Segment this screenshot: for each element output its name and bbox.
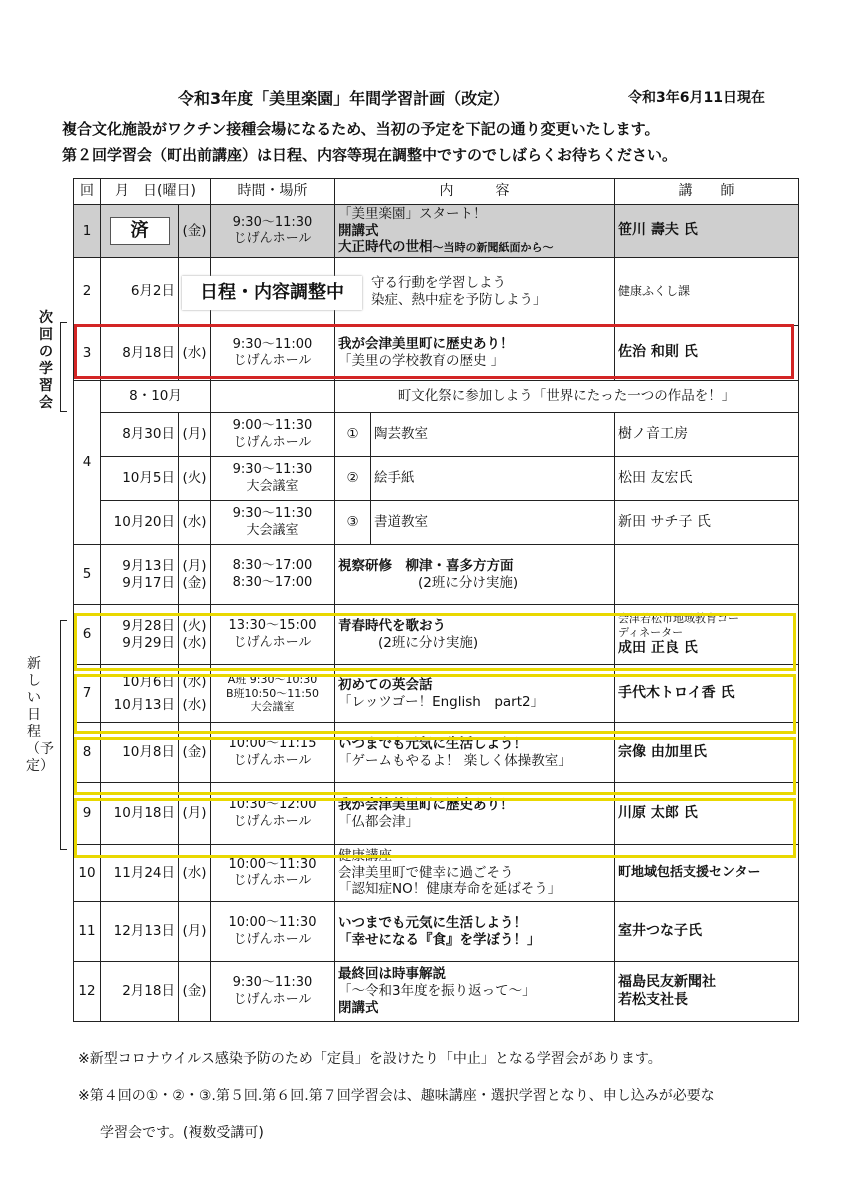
row-time-place: 9:30～11:30 じげんホール [211,962,335,1022]
table-row [74,501,799,545]
row-number: 8 [74,723,101,783]
row-mark: ③ [335,501,371,545]
document-title: 令和3年度「美里楽園」年間学習計画（改定） [178,89,510,108]
row-teacher: 健康ふくし課 [615,258,799,326]
row-content: 我が会津美里町に歴史あり！ 「仏都会津」 [335,783,615,845]
row-day: (水) [179,845,211,902]
row-teacher: 宗像 由加里氏 [615,723,799,783]
table-row [74,457,799,501]
row-time-place: 10:30～12:00 じげんホール [211,783,335,845]
new-schedule-highlight-7 [74,674,796,734]
intro-line-1: 複合文化施設がワクチン接種会場になるため、当初の予定を下記の通り変更いたします。 [62,120,660,138]
table-row [74,205,799,258]
row-teacher: 町地域包括支援センター [615,845,799,902]
row-content: 我が会津美里町に歴史あり！ 「美里の学校教育の歴史 」 [335,326,615,381]
row-date: 12月13日 [101,902,179,962]
row-day: (火) (水) [179,605,211,665]
row-date: 6月2日 [101,258,179,326]
row-content: 書道教室 [371,501,615,545]
row-day: (月) [179,413,211,457]
row-day: (月) (金) [179,545,211,605]
row-date: 10月18日 [101,783,179,845]
row-time-place: 9:30～11:30 大会議室 [211,501,335,545]
header-content: 内 容 [335,179,615,205]
row-date: 11月24日 [101,845,179,902]
row-teacher: 室井つな子氏 [615,902,799,962]
row-teacher: 松田 友宏氏 [615,457,799,501]
row-period: 8・10月 [101,381,211,413]
row-number: 5 [74,545,101,605]
next-session-highlight [74,324,794,379]
row-content: 視察研修 柳津・喜多方方面 (2班に分け実施) [335,545,615,605]
row-day: (月) [179,783,211,845]
row-content: 最終回は時事解説 「～令和3年度を振り返って～」 閉講式 [335,962,615,1022]
row-time-place: 10:00～11:30 じげんホール [211,845,335,902]
row-content: 青春時代を歌おう (2班に分け実施) [335,605,615,665]
row-teacher: 新田 サチ子 氏 [615,501,799,545]
row-time-place: 9:30～11:30 じげんホール [211,205,335,258]
row-day: (水) (水) [179,665,211,723]
festival-title: 町文化祭に参加しよう「世界にたった一つの作品を！」 [335,381,799,413]
row-teacher: 福島民友新聞社 若松支社長 [615,962,799,1022]
row-number: 4 [74,381,101,545]
row-number: 6 [74,605,101,665]
row-teacher: 佐治 和則 氏 [615,326,799,381]
row-number: 9 [74,783,101,845]
row-day: (月) [179,902,211,962]
row-number: 7 [74,665,101,723]
table-row [74,381,799,413]
row-content: 健康講座 会津美里町で健幸に過ごそう 「認知症NO！健康寿命を延ばそう」 [335,845,615,902]
row-date: 8月18日 [101,326,179,381]
row-teacher: 笹川 壽夫 氏 [615,205,799,258]
header-date: 月 日(曜日) [101,179,211,205]
next-session-label: 次回の学習会 [39,310,53,411]
row-time-place: 9:00～11:30 じげんホール [211,413,335,457]
table-header-row [74,179,799,205]
note-2: ※第４回の①・②・③.第５回.第６回.第７回学習会は、趣味講座・選択学習となり、申し込みが必要な [78,1088,715,1104]
new-bracket [60,620,67,850]
row-number: 3 [74,326,101,381]
intro-line-2: 第２回学習会（町出前講座）は日程、内容等現在調整中ですのでしばらくお待ちください。 [62,146,678,164]
row-content: 陶芸教室 [371,413,615,457]
row-day: (金) [179,205,211,258]
row-teacher: 手代木トロイ香 氏 [615,665,799,723]
row-content: いつまでも元気に生活しよう！ 「ゲームもやるよ！ 楽しく体操教室」 [335,723,615,783]
header-no: 回 [74,179,101,205]
row-time-place: 10:00～11:15 じげんホール [211,723,335,783]
row-number: 1 [74,205,101,258]
row-time-place: 9:30～11:30 大会議室 [211,457,335,501]
row-date: 10月5日 [101,457,179,501]
done-stamp: 済 [110,217,170,245]
row-day: (火) [179,457,211,501]
row-time: 8:30～17:00 8:30～17:00 [211,545,335,605]
row-day: (金) [179,723,211,783]
row-number: 10 [74,845,101,902]
table-row [74,962,799,1022]
row-mark: ② [335,457,371,501]
as-of-date: 令和3年6月11日現在 [628,90,765,106]
row-mark: ① [335,413,371,457]
row-content: 初めての英会話 「レッツゴー！English part2」 [335,665,615,723]
row-teacher: 川原 太郎 氏 [615,783,799,845]
row-teacher [615,545,799,605]
row-day: (金) [179,962,211,1022]
row-date [101,205,179,258]
note-1: ※新型コロナウイルス感染予防のため「定員」を設けたり「中止」となる学習会があります。 [78,1051,662,1067]
row-teacher: 樹ノ音工房 [615,413,799,457]
table-row [74,902,799,962]
header-time: 時間・場所 [211,179,335,205]
next-bracket [60,322,67,412]
row-date: 9月28日 9月29日 [101,605,179,665]
note-3: 学習会です。(複数受講可) [100,1125,264,1141]
row-date: 9月13日 9月17日 [101,545,179,605]
row-number: 2 [74,258,101,326]
table-row [74,413,799,457]
row-time-place: 10:00～11:30 じげんホール [211,902,335,962]
row-content: 守る行動を学習しよう 染症、熱中症を予防しよう」 [335,258,615,326]
row-content: 「美里楽園」スタート！ 開講式 大正時代の世相～当時の新聞紙面から～ [335,205,615,258]
table-row [74,545,799,605]
row-time-place: A班 9:30～10:30 B班10:50～11:50 大会議室 [211,665,335,723]
header-teacher: 講 師 [615,179,799,205]
row-day: (水) [179,326,211,381]
row-date: 8月30日 [101,413,179,457]
row-teacher: 会津若松市地域教育コー ディネーター 成田 正良 氏 [615,605,799,665]
row-time-place: 13:30～15:00 じげんホール [211,605,335,665]
new-schedule-label: 新しい日程（予定） [26,656,54,774]
row-number: 12 [74,962,101,1022]
row-content: 絵手紙 [371,457,615,501]
row-date: 10月8日 [101,723,179,783]
row-date: 10月6日 10月13日 [101,665,179,723]
new-schedule-highlight-8 [74,737,796,795]
row-number: 11 [74,902,101,962]
new-schedule-highlight-9 [74,798,796,858]
adjusting-stamp: 日程・内容調整中 [182,276,362,310]
row-date: 10月20日 [101,501,179,545]
row-content: いつまでも元気に生活しよう！ 「幸せになる『食』を学ぼう！」 [335,902,615,962]
new-schedule-highlight-6 [74,613,796,671]
row-date: 2月18日 [101,962,179,1022]
row-time-place: 9:30～11:00 じげんホール [211,326,335,381]
row-day: (水) [179,501,211,545]
